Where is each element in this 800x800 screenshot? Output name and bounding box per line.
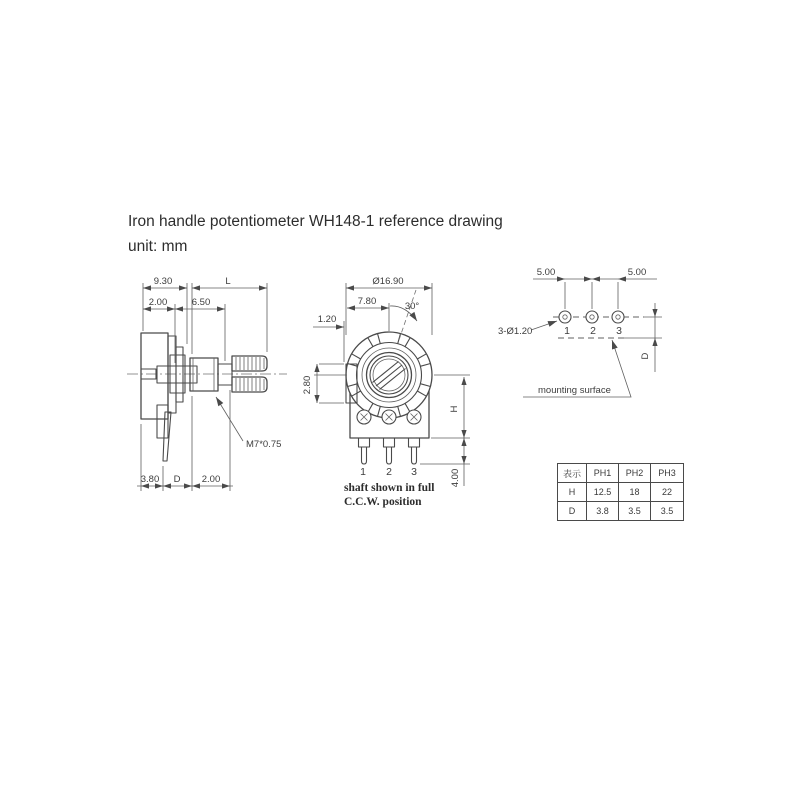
dim-930-lines [143, 283, 187, 344]
dim-D-layout-label: D [640, 352, 651, 360]
front-pins [359, 438, 420, 464]
side-bushing-lines [193, 358, 214, 391]
caption-line2: C.C.W. position [344, 496, 422, 508]
spec-table-row-D [558, 502, 684, 521]
front-pin-label-2: 2 [386, 466, 392, 478]
spec-table [557, 463, 684, 521]
dim-dia-label: Ø16.90 [372, 276, 404, 287]
thread-leader-arrow [216, 397, 223, 406]
dim-280-lines [317, 364, 344, 403]
spec-row-D-label: D [558, 502, 587, 521]
spec-header-ph3: PH3 [651, 464, 684, 483]
caption-line1: shaft shown in full [344, 482, 435, 494]
dim-500-lines [533, 279, 657, 309]
spec-row-H-ph1: 12.5 [587, 483, 619, 502]
dim-500-left-label: 5.00 [536, 267, 556, 278]
dim-D-side-label: D [173, 474, 181, 485]
dim-380-label: 3.80 [140, 474, 160, 485]
front-rivets [357, 410, 421, 424]
side-clamp-horizontal [157, 366, 197, 383]
angle-arc-arrow [409, 312, 417, 321]
spec-header-ph1: PH1 [587, 464, 619, 483]
hole-2 [586, 311, 598, 323]
spec-row-D-ph3: 3.5 [651, 502, 684, 521]
dim-L-lines [192, 283, 267, 354]
layout-pin-label-3: 3 [616, 325, 622, 337]
side-knurl-top [232, 356, 267, 371]
dim-200-bottom-label: 2.00 [201, 474, 221, 485]
spec-row-H-ph2: 18 [619, 483, 651, 502]
dim-200-top-label: 2.00 [148, 297, 168, 308]
spec-header-ph2: PH2 [619, 464, 651, 483]
mounting-label: mounting surface [538, 385, 611, 396]
side-body [141, 333, 168, 419]
spec-row-D-ph1: 3.8 [587, 502, 619, 521]
spec-table-row-H [558, 483, 684, 502]
pin-2 [384, 438, 395, 464]
front-pin-label-1: 1 [360, 466, 366, 478]
pin-layout [498, 267, 662, 397]
side-view [127, 276, 287, 491]
side-terminal-lug [157, 405, 168, 438]
side-knurl-bottom [232, 377, 267, 392]
holes-leader-arrow [548, 321, 558, 327]
dim-120-arrow [336, 324, 344, 329]
dim-930-label: 9.30 [153, 276, 173, 287]
dim-500-right-label: 5.00 [627, 267, 647, 278]
holes-label: 3-Ø1.20 [498, 326, 533, 337]
spec-header-display: 表示 [558, 464, 587, 483]
dim-650-label: 6.50 [191, 297, 211, 308]
spec-row-D-ph2: 3.5 [619, 502, 651, 521]
layout-pin-label-1: 1 [564, 325, 570, 337]
hole-3 [612, 311, 624, 323]
dim-H-label: H [449, 405, 460, 413]
front-shaft-slot [373, 362, 406, 390]
hole-1 [559, 311, 571, 323]
drawing-title: Iron handle potentiometer WH148-1 reference drawing [128, 213, 503, 230]
dim-400-label: 4.00 [450, 468, 461, 488]
dim-280-label: 2.80 [302, 375, 313, 395]
dim-angle-label: 30° [404, 301, 420, 312]
dim-L-label: L [225, 276, 231, 287]
mounting-leader-arrow [612, 340, 618, 350]
pin-1 [359, 438, 370, 464]
front-pin-label-3: 3 [411, 466, 417, 478]
spec-table-header-row [558, 464, 684, 483]
side-knurl-teeth-top [236, 357, 264, 370]
side-shaft-neck [218, 364, 232, 385]
unit-note: unit: mm [128, 238, 188, 255]
pin-3 [409, 438, 420, 464]
dim-120-label: 1.20 [317, 314, 337, 325]
side-knurl-teeth-bottom [236, 378, 264, 391]
spec-row-H-label: H [558, 483, 587, 502]
dim-780-label: 7.80 [357, 296, 377, 307]
front-view [302, 276, 470, 508]
layout-pin-label-2: 2 [590, 325, 596, 337]
spec-row-H-ph3: 22 [651, 483, 684, 502]
thread-label: M7*0.75 [246, 439, 282, 450]
